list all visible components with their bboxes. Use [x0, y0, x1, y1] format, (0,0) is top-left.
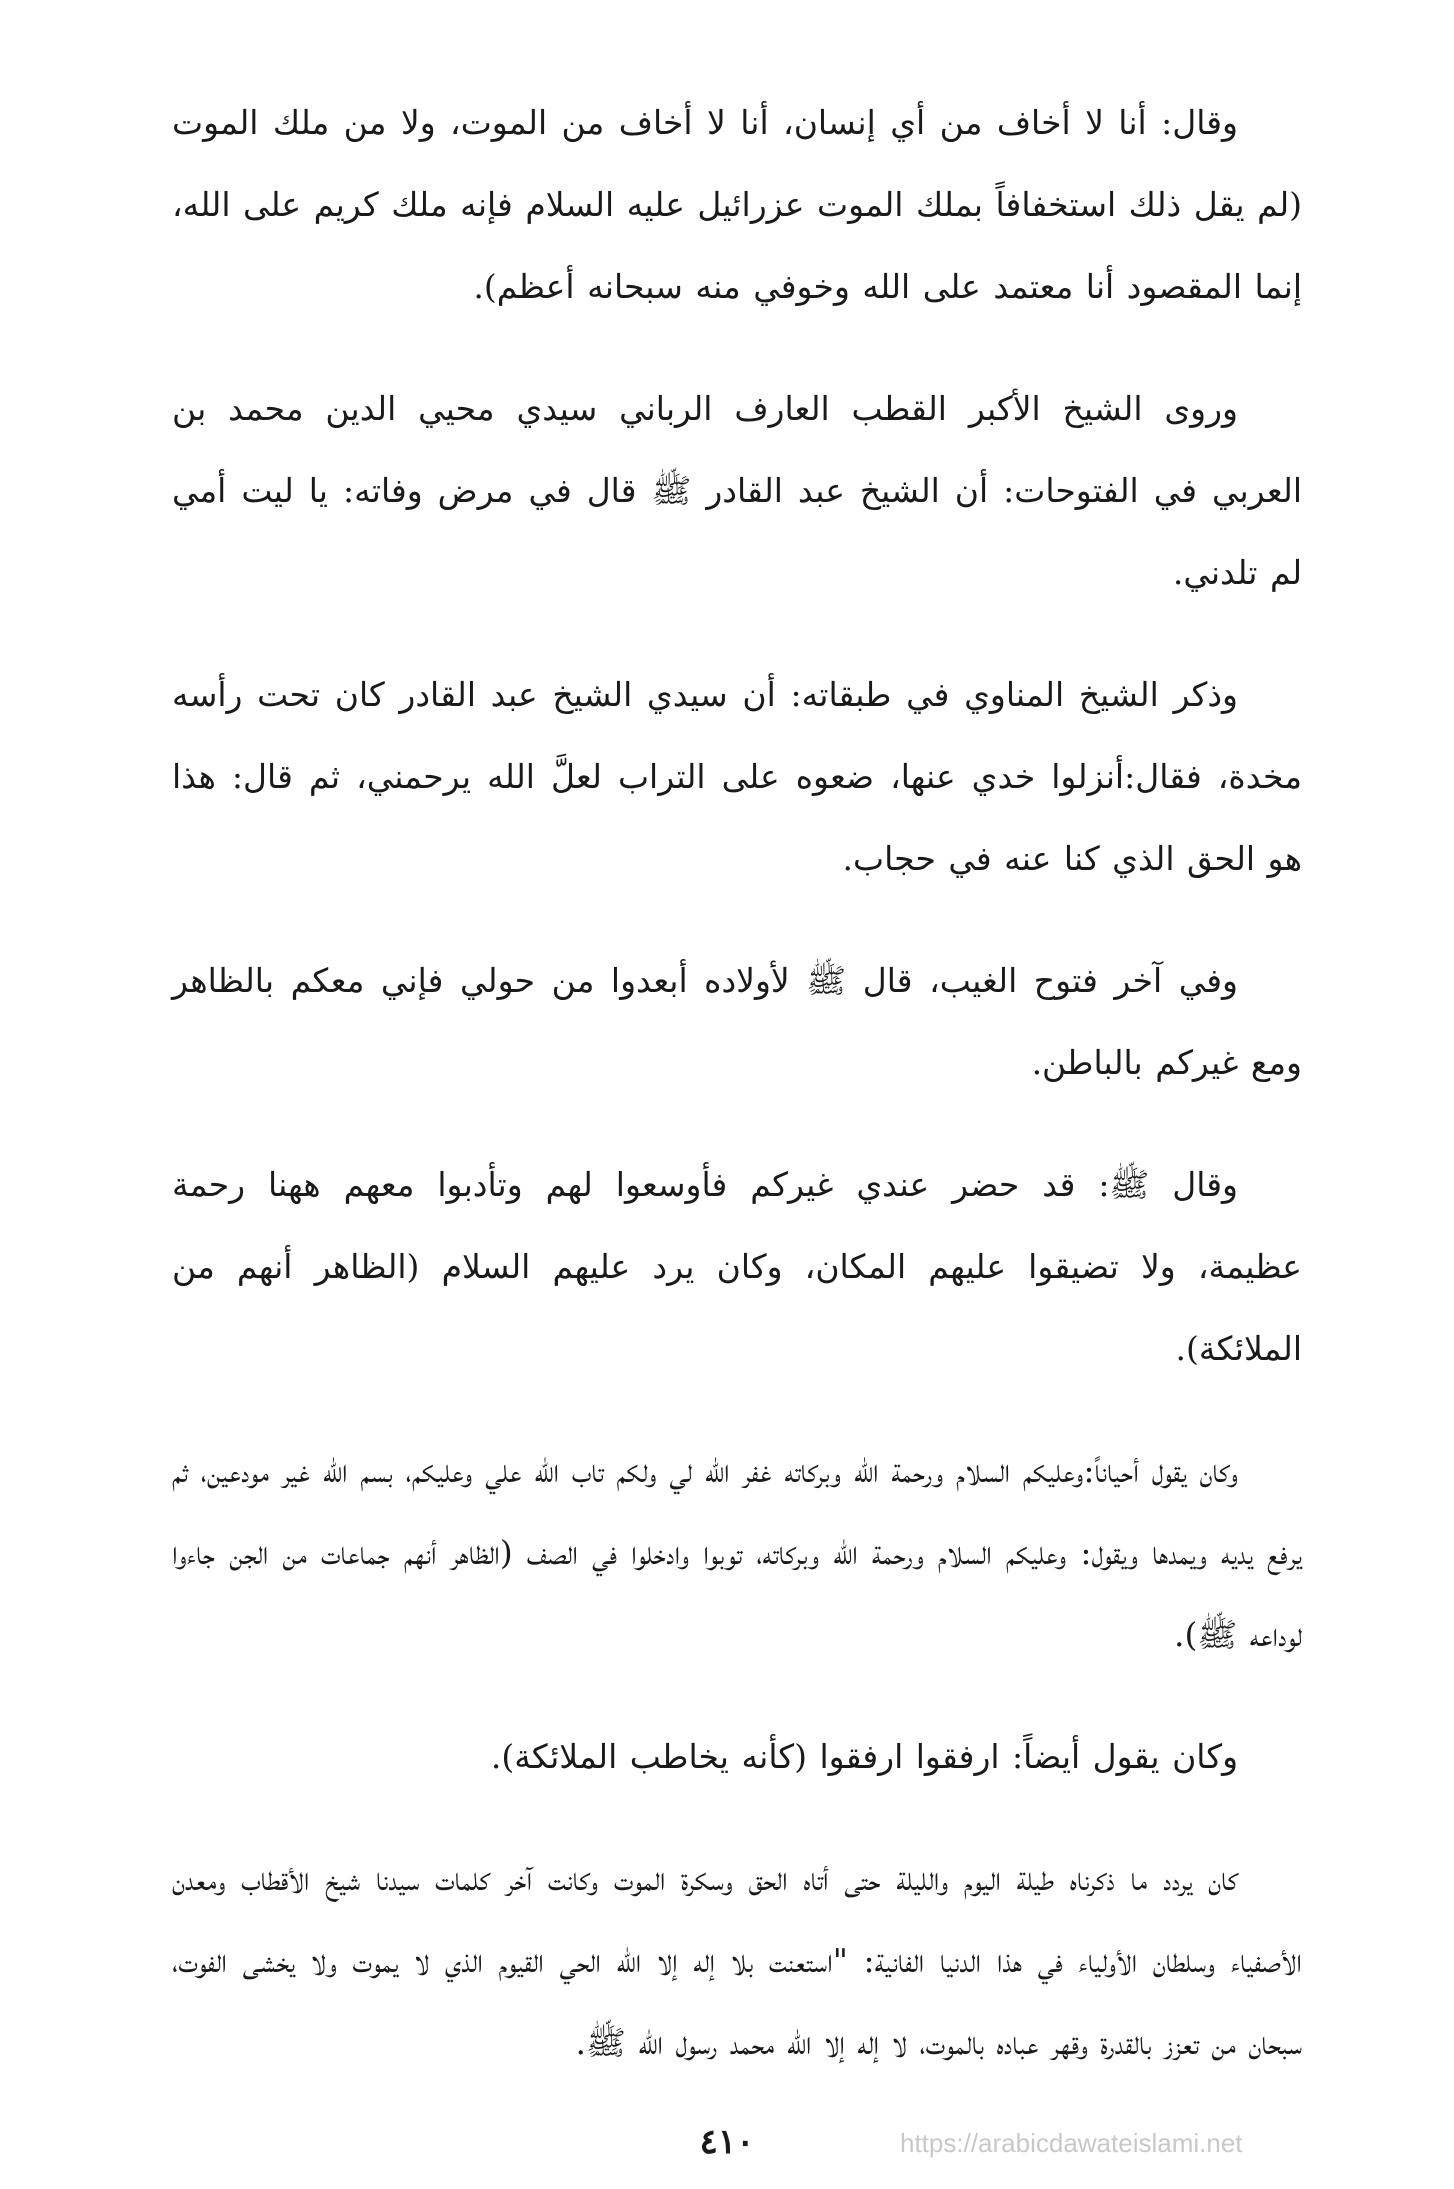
paragraph-6: وكان يقول أحياناً:وعليكم السلام ورحمة الله وبركاته غفر الله لي ولكم تاب الله علي وعليكم، بسم الله غير مودعين، ثم يرفع يديه ويمدها ويقول: وعليكم السلام ورحمة الله وبركاته، توبوا وادخلوا في الصف (الظاهر أنهم جماعات من الجن جاءوا لوداعه ﷺ).: [172, 1451, 1302, 1654]
paragraph-7: وكان يقول أيضاً: ارفقوا ارفقوا (كأنه يخاطب الملائكة).: [490, 1737, 1238, 1776]
paragraph-2: وروى الشيخ الأكبر القطب العارف الرباني سيدي محيي الدين محمد بن العربي في الفتوحات: أن الشيخ عبد القادر ﷺ قال في مرض وفاته: يا ليت أمي لم تلدني.: [172, 389, 1302, 592]
page-number: ٤١٠: [699, 2122, 755, 2162]
paragraph-3: وذكر الشيخ المناوي في طبقاته: أن سيدي الشيخ عبد القادر كان تحت رأسه مخدة، فقال:أنزلوا خدي عنها، ضعوه على التراب لعلَّ الله يرحمني، ثم قال: هذا هو الحق الذي كنا عنه في حجاب.: [172, 675, 1302, 878]
paragraph-1: وقال: أنا لا أخاف من أي إنسان، أنا لا أخاف من الموت، ولا من ملك الموت (لم يقل ذلك استخفافاً بملك الموت عزرائيل عليه السلام فإنه ملك كريم على الله، إنما المقصود أنا معتمد على الله وخوفي منه سبحانه أعظم).: [172, 103, 1302, 306]
watermark-url: https://arabicdawateislami.net: [900, 2128, 1243, 2158]
paragraph-8: كان يردد ما ذكرناه طيلة اليوم والليلة حتى أتاه الحق وسكرة الموت وكانت آخر كلمات سيدنا شيخ الأقطاب ومعدن الأصفياء وسلطان الأولياء في هذا الدنيا الفانية: "استعنت بلا إله إلا الله الحي القيوم الذي لا يموت ولا يخشى الفوت، سبحان من تعزز بالقدرة وقهر عباده بالموت، لا إله إلا الله محمد رسول الله ﷺ.: [172, 1859, 1302, 2062]
paragraph-4: وفي آخر فتوح الغيب، قال ﷺ لأولاده أبعدوا من حولي فإني معكم بالظاهر ومع غيركم بالباطن.: [172, 961, 1302, 1082]
paragraph-5: وقال ﷺ: قد حضر عندي غيركم فأوسعوا لهم وتأدبوا معهم ههنا رحمة عظيمة، ولا تضيقوا عليهم المكان، وكان يرد عليهم السلام (الظاهر أنهم من الملائكة).: [172, 1165, 1302, 1368]
body-text: [172, 82, 1302, 2124]
